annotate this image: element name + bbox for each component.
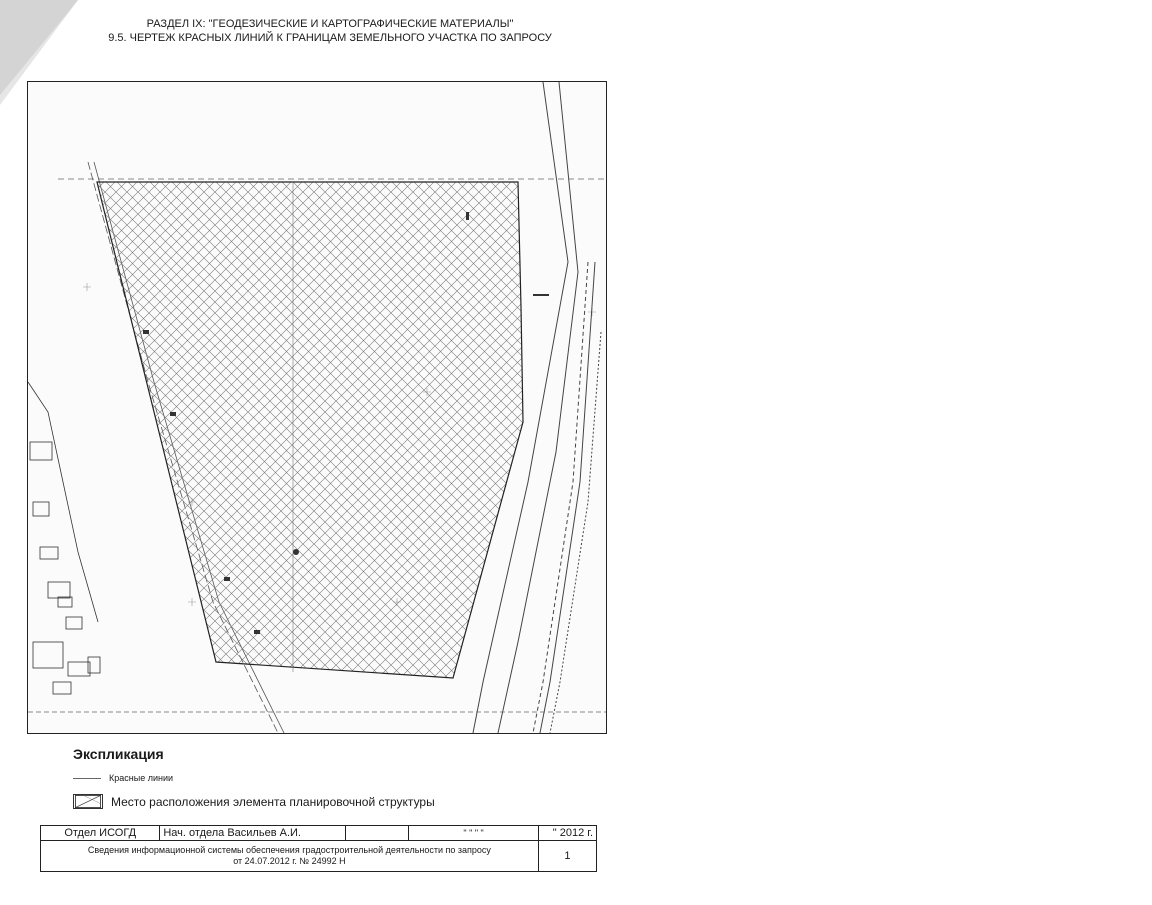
section-title: РАЗДЕЛ IX: "ГЕОДЕЗИЧЕСКИЕ И КАРТОГРАФИЧЕСКИЕ МАТЕРИАЛЫ" — [146, 18, 514, 30]
parcel-area — [97, 182, 523, 678]
sheet-number: 1 — [538, 841, 596, 872]
title-block — [40, 825, 597, 872]
info-line-1: Сведения информационной системы обеспечения градостроительной деятельности по запросу — [87, 845, 491, 855]
head-cell: Нач. отдела Васильев А.И. — [160, 826, 346, 841]
info-cell — [41, 841, 539, 872]
legend-red-lines-label: Красные линии — [109, 773, 174, 783]
department-cell: Отдел ИСОГД — [41, 826, 160, 841]
legend-parcel — [73, 794, 435, 809]
map-frame — [27, 81, 607, 734]
buildings — [28, 382, 100, 694]
legend-heading: Экспликация — [73, 746, 164, 762]
year-cell: " 2012 г. — [538, 826, 596, 841]
red-line-symbol — [73, 778, 101, 779]
hatched-box-symbol — [73, 794, 103, 809]
drawing-title: 9.5. ЧЕРТЕЖ КРАСНЫХ ЛИНИЙ К ГРАНИЦАМ ЗЕМЕЛЬНОГО УЧАСТКА ПО ЗАПРОСУ — [108, 32, 552, 44]
date-cell: " " " " — [409, 826, 539, 841]
legend-red-lines — [73, 773, 173, 783]
blank-cell — [346, 826, 409, 841]
legend-parcel-label: Место расположения элемента планировочной структуры — [111, 794, 435, 809]
info-line-2: от 24.07.2012 г. № 24992 Н — [233, 856, 346, 866]
topographic-map — [28, 82, 606, 733]
